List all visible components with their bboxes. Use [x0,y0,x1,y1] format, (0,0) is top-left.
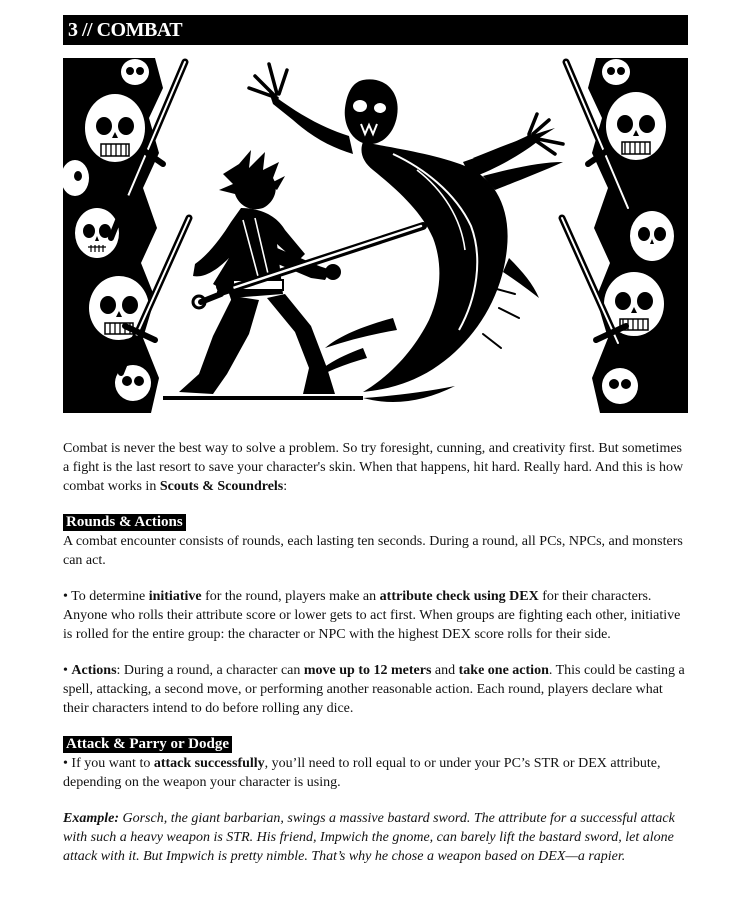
section-heading-attack: Attack & Parry or Dodge [63,736,232,753]
game-name: Scouts & Scoundrels [159,479,284,494]
attack-paragraph: • If you want to attack successfully, you’ll need to roll equal to or under your PC’s STR or DEX attribute, depending on the weapon your character is using. [63,756,661,790]
section-heading-rounds: Rounds & Actions [63,514,186,531]
chapter-header [63,15,688,45]
example-label: Example: [63,811,119,826]
intro-paragraph: Combat is never the best way to solve a problem. So try foresight, cunning, and creativity first. But sometimes a fight is the last resort to save your character's skin. When that happens, hit hard. Really hard. And this is how combat works in Scouts & Scoundrels: [63,441,684,494]
combat-illustration [63,58,688,413]
actions-paragraph: • Actions: During a round, a character can move up to 12 meters and take one action. This could be casting a spell, attacking, a second move, or performing another reasonable action. Each round, players declare what their characters intend to do before rolling any dice. [63,663,685,716]
document-page [63,15,688,866]
chapter-title: 3 // COMBAT [68,18,183,41]
example-paragraph: Example: Gorsch, the giant barbarian, swings a massive bastard sword. The attribute for a successful attack with such a heavy weapon is STR. His friend, Impwich the gnome, can barely lift the bastard sword, let alone attack with it. But Impwich is pretty nimble. That’s why he chose a weapon based on DEX—a rapier. [63,811,675,864]
initiative-paragraph: • To determine initiative for the round, players make an attribute check using DEX for their characters. Anyone who rolls their attribute score or lower gets to act first. When groups are fighting each other, initiative is rolled for the entire group: the character or NPC with the highest DEX score rolls for their side. [63,589,681,642]
rounds-paragraph: A combat encounter consists of rounds, each lasting ten seconds. During a round, all PCs, NPCs, and monsters can act. [63,534,683,568]
